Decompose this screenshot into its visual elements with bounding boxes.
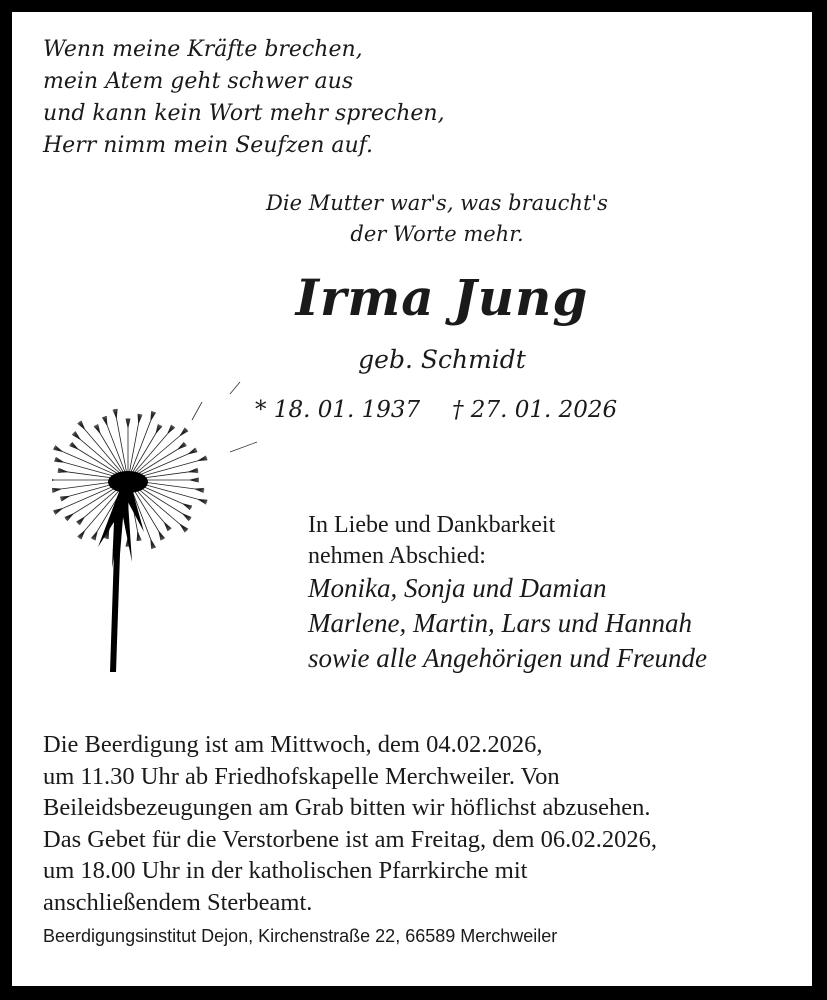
farewell-line: nehmen Abschied: (308, 543, 486, 569)
deceased-name: Irma Jung (295, 268, 589, 327)
funeral-line: anschließendem Sterbeamt. (43, 888, 313, 916)
mourner-line: Marlene, Martin, Lars und Hannah (308, 608, 692, 638)
funeral-details (43, 729, 657, 918)
farewell-text (308, 510, 555, 572)
dandelion-icon (52, 372, 262, 682)
quote (187, 188, 687, 250)
birth-date: * 18. 01. 1937 (255, 397, 421, 423)
funeral-line: Das Gebet für die Verstorbene ist am Freitag, dem 06.02.2026, (43, 825, 657, 853)
maiden-name: geb. Schmidt (358, 345, 526, 374)
farewell-line: In Liebe und Dankbarkeit (308, 512, 556, 538)
funeral-line: Die Beerdigung ist am Mittwoch, dem 04.02.2026, (43, 731, 543, 758)
mourner-line: Monika, Sonja und Damian (308, 573, 607, 603)
poem-line: Herr nimm mein Seufzen auf. (43, 133, 374, 158)
poem-line: und kann kein Wort mehr sprechen, (43, 101, 445, 126)
poem-line: Wenn meine Kräfte brechen, (43, 37, 363, 62)
quote-line: der Worte mehr. (350, 222, 524, 246)
funeral-line: um 11.30 Uhr ab Friedhofskapelle Merchweiler. Von (43, 762, 560, 790)
quote-line: Die Mutter war's, was braucht's (266, 191, 608, 215)
undertaker-address: Beerdigungsinstitut Dejon, Kirchenstraße 22, 66589 Merchweiler (43, 926, 558, 946)
funeral-line: um 18.00 Uhr in der katholischen Pfarrkirche mit (43, 857, 528, 884)
poem-line: mein Atem geht schwer aus (43, 69, 354, 94)
mourners-list (308, 571, 707, 676)
death-date: † 27. 01. 2026 (452, 397, 618, 423)
mourner-line: sowie alle Angehörigen und Freunde (308, 643, 707, 673)
funeral-line: Beileidsbezeugungen am Grab bitten wir höflichst abzusehen. (43, 794, 651, 821)
obituary-notice (12, 12, 812, 986)
poem (43, 34, 445, 162)
